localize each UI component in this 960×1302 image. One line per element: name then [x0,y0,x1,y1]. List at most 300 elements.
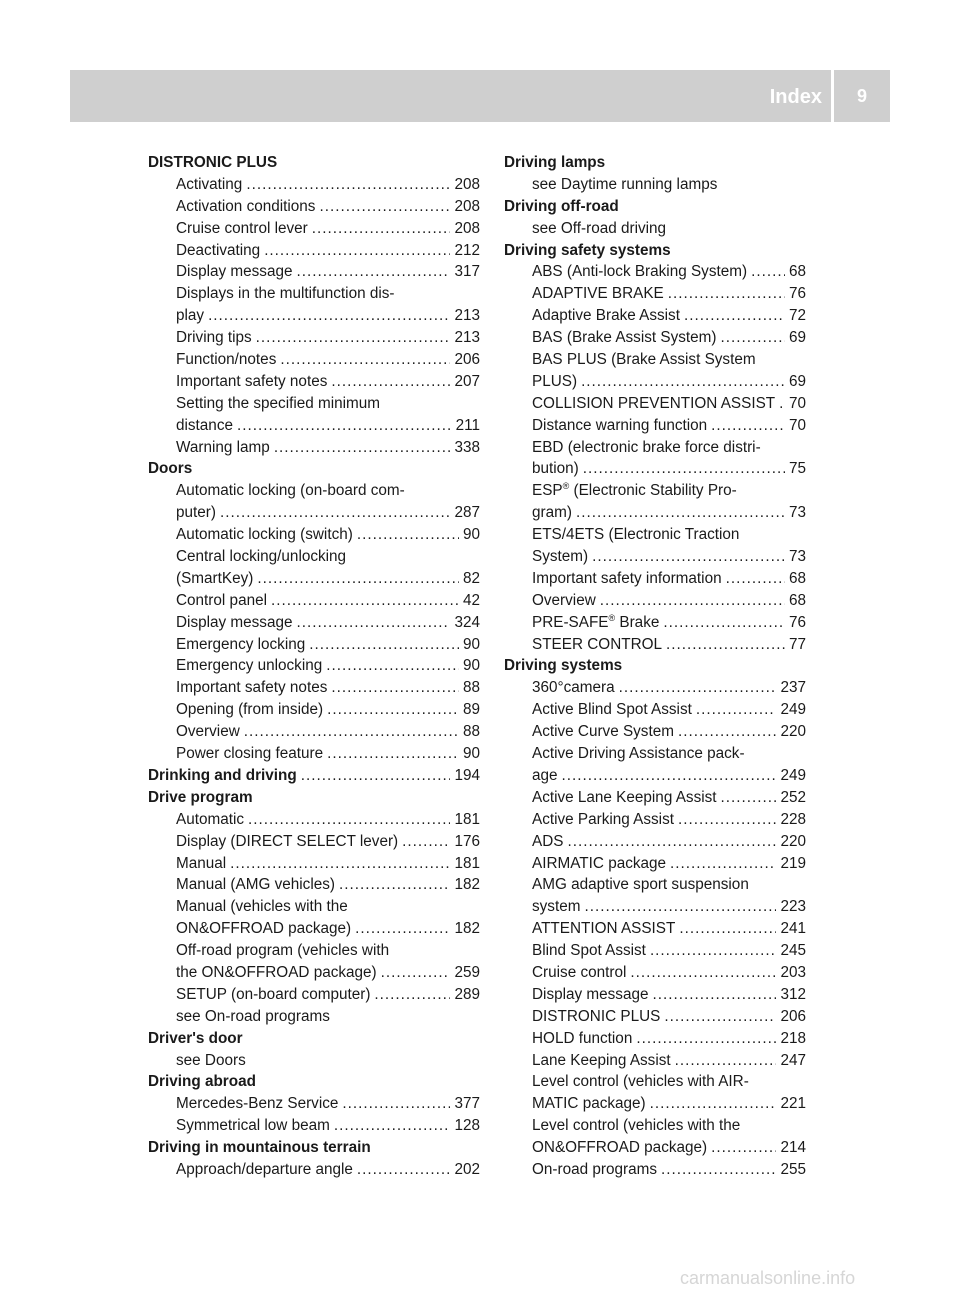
section-title: Index [769,86,822,108]
page-ref[interactable]: 69 [788,372,806,390]
index-entry[interactable] [148,874,480,896]
dot-leader [581,371,785,393]
entry-text: ADS [532,832,564,850]
page-ref[interactable]: 213 [454,307,480,325]
index-entry[interactable] [504,984,806,1006]
entry-line: EBD (electronic brake force distri- [532,438,761,456]
page-ref[interactable]: 68 [788,591,806,609]
index-entry[interactable] [504,1050,806,1072]
dot-leader [666,634,785,656]
entry-text: (Electronic Stability Pro- [569,482,737,500]
index-entry[interactable] [148,261,480,283]
index-entry[interactable] [504,1159,806,1181]
entry-text: Lane Keeping Assist [532,1051,671,1069]
page-ref[interactable]: 252 [780,788,806,806]
page-ref[interactable]: 68 [788,569,806,587]
index-heading: Drive program [148,788,253,806]
index-entry[interactable] [504,634,806,656]
index-heading: Driving off-road [504,197,619,215]
page-ref[interactable]: 73 [788,548,806,566]
entry-text: the ON&OFFROAD package) [176,963,377,981]
cross-reference[interactable]: see Daytime running lamps [532,175,718,193]
index-entry[interactable] [504,765,806,787]
entry-text: Cruise control [532,963,627,981]
entry-text: AIRMATIC package [532,854,667,872]
entry-text: puter) [176,504,216,522]
entry-text: Active Curve System [532,723,674,741]
dot-leader [331,677,459,699]
entry-text: DISTRONIC PLUS [532,1007,661,1025]
entry-text: Automatic [176,810,245,828]
dot-leader [650,940,777,962]
page-ref[interactable]: 259 [454,963,480,981]
entry-text: Power closing feature [176,745,324,763]
index-entry[interactable] [148,677,480,699]
index-entry[interactable] [148,437,480,459]
index-entry[interactable] [504,831,806,853]
entry-text: gram) [532,504,572,522]
index-entry[interactable] [148,568,480,590]
dot-leader [711,1137,776,1159]
entry-text: Active Parking Assist [532,810,674,828]
entry-text: HOLD function [532,1029,633,1047]
page-ref[interactable]: 88 [462,679,480,697]
entry-line: Automatic locking (on-board com- [176,482,405,500]
page-ref[interactable]: 338 [454,438,480,456]
entry-text: Activation conditions [176,197,316,215]
entry-text: COLLISION PREVENTION ASSIST [532,394,776,412]
entry-text: (SmartKey) [176,569,254,587]
entry-text: Mercedes-Benz Service [176,1095,339,1113]
index-heading: Driving safety systems [504,241,671,259]
entry-text: Function/notes [176,351,277,369]
page-ref[interactable]: 249 [780,701,806,719]
entry-text: SETUP (on-board computer) [176,985,371,1003]
index-entry[interactable] [148,634,480,656]
dot-leader [296,612,450,634]
entry-line: Central locking/unlocking [176,548,347,566]
page-ref[interactable]: 214 [780,1139,806,1157]
dot-leader [230,853,450,875]
index-entry[interactable] [148,612,480,634]
dot-leader [675,1050,777,1072]
page-ref[interactable]: 88 [462,723,480,741]
dot-leader [327,743,459,765]
index-entry[interactable] [148,415,480,437]
page-ref[interactable]: 324 [454,613,480,631]
page-ref[interactable]: 90 [462,745,480,763]
entry-text: Driving tips [176,329,252,347]
entry-text: Active Lane Keeping Assist [532,788,717,806]
index-entry[interactable] [148,240,480,262]
dot-leader [779,393,785,415]
registered-mark: ® [562,481,570,492]
page-ref[interactable]: 76 [788,285,806,303]
cross-reference[interactable]: see On-road programs [176,1007,330,1025]
index-heading: Driving in mountainous terrain [148,1139,371,1157]
entry-text: PLUS) [532,372,578,390]
index-entry[interactable] [148,371,480,393]
page-ref[interactable]: 42 [462,591,480,609]
entry-text: STEER CONTROL [532,635,663,653]
index-entry[interactable] [504,699,806,721]
index-column-left [148,152,480,1181]
index-entry[interactable] [504,283,806,305]
dot-leader [664,1006,776,1028]
index-entry[interactable] [504,415,806,437]
dot-leader [562,765,777,787]
page-ref[interactable]: 90 [462,526,480,544]
page-ref[interactable]: 218 [780,1029,806,1047]
page-ref[interactable]: 206 [454,351,480,369]
page-ref[interactable]: 228 [780,810,806,828]
index-entry[interactable] [148,1159,480,1181]
entry-text: play [176,307,205,325]
dot-leader [256,327,451,349]
entry-text: Symmetrical low beam [176,1117,330,1135]
index-entry[interactable] [148,765,480,787]
entry-text: Deactivating [176,241,261,259]
page-ref[interactable]: 213 [454,329,480,347]
dot-leader [264,240,450,262]
page-ref[interactable]: 219 [780,854,806,872]
index-heading: Driving abroad [148,1073,256,1091]
page-ref[interactable]: 287 [454,504,480,522]
index-entry[interactable] [504,787,806,809]
entry-line: AMG adaptive sport suspension [532,876,749,894]
entry-text: Overview [532,591,596,609]
page-ref[interactable]: 181 [454,854,480,872]
page-ref[interactable]: 90 [462,657,480,675]
page-ref[interactable]: 73 [788,504,806,522]
index-entry[interactable] [148,721,480,743]
entry-text: On-road programs [532,1160,657,1178]
index-entry[interactable] [148,809,480,831]
entry-text [532,612,659,634]
dot-leader [271,590,459,612]
dot-leader [751,261,785,283]
entry-text: age [532,766,558,784]
page-ref[interactable]: 212 [454,241,480,259]
entry-text: Active Blind Spot Assist [532,701,692,719]
page-ref[interactable]: 237 [780,679,806,697]
dot-leader [327,699,459,721]
dot-leader [342,1093,450,1115]
page-ref[interactable]: 289 [454,985,480,1003]
dot-leader [331,371,450,393]
entry-line: Active Driving Assistance pack- [532,745,745,763]
dot-leader [576,502,785,524]
index-entry[interactable] [504,1093,806,1115]
entry-text: Display message [532,985,649,1003]
page-ref[interactable]: 208 [454,219,480,237]
entry-text: Manual [176,854,227,872]
entry-text: Overview [176,723,240,741]
dot-leader [619,677,777,699]
index-heading: Doors [148,460,193,478]
dot-leader [208,305,450,327]
index-heading: Driving systems [504,657,623,675]
entry-text: MATIC package) [532,1095,646,1113]
index-entry[interactable] [148,853,480,875]
page-ref[interactable]: 202 [454,1160,480,1178]
page-ref[interactable]: 72 [788,307,806,325]
entry-text: Emergency locking [176,635,306,653]
index-entry[interactable] [148,349,480,371]
entry-text: Distance warning function [532,416,708,434]
cross-reference[interactable]: see Doors [176,1051,246,1069]
index-entry[interactable] [504,809,806,831]
index-entry[interactable] [504,1137,806,1159]
entry-text: Important safety notes [176,372,328,390]
page-ref[interactable]: 207 [454,372,480,390]
index-entry[interactable] [148,1115,480,1137]
dot-leader [696,699,777,721]
entry-text: Warning lamp [176,438,270,456]
entry-text: Activating [176,175,243,193]
page-ref[interactable]: 70 [788,416,806,434]
dot-leader [650,1093,777,1115]
dot-leader [402,831,450,853]
dot-leader [274,437,451,459]
dot-leader [280,349,450,371]
index-entry[interactable] [504,327,806,349]
entry-line: ETS/4ETS (Electronic Traction [532,526,740,544]
entry-text: Display (DIRECT SELECT lever) [176,832,399,850]
dot-leader [652,984,776,1006]
index-entry[interactable] [148,305,480,327]
dot-leader [592,546,785,568]
page-ref[interactable]: 220 [780,723,806,741]
index-entry[interactable] [504,568,806,590]
index-entry[interactable] [504,677,806,699]
page-ref[interactable]: 194 [454,766,480,784]
page-ref[interactable]: 221 [780,1095,806,1113]
index-entry[interactable] [148,918,480,940]
page-ref[interactable]: 247 [780,1051,806,1069]
entry-text: Manual (AMG vehicles) [176,876,335,894]
index-entry[interactable] [148,327,480,349]
page-ref[interactable]: 312 [780,985,806,1003]
entry-line: Off-road program (vehicles with [176,942,390,960]
entry-text: ADAPTIVE BRAKE [532,285,664,303]
dot-leader [309,634,459,656]
entry-text: Display message [176,613,293,631]
index-entry[interactable] [504,393,806,415]
index-entry[interactable] [504,940,806,962]
page-ref[interactable]: 70 [788,394,806,412]
index-entry[interactable] [504,1006,806,1028]
dot-leader [684,305,785,327]
dot-leader [312,218,451,240]
index-entry[interactable] [148,218,480,240]
entry-line: Level control (vehicles with AIR- [532,1073,749,1091]
index-entry[interactable] [504,261,806,283]
page-ref[interactable]: 76 [788,613,806,631]
registered-mark: ® [608,612,616,623]
entry-text: System) [532,548,589,566]
page-ref[interactable]: 68 [788,263,806,281]
index-entry[interactable] [148,502,480,524]
index-entry[interactable] [504,721,806,743]
index-entry[interactable] [504,502,806,524]
dot-leader [661,1159,776,1181]
entry-text-part: PRE-SAFE [532,613,609,631]
entry-text: Opening (from inside) [176,701,324,719]
index-entry[interactable] [148,196,480,218]
index-heading: Driving lamps [504,154,606,171]
page-ref[interactable]: 182 [454,920,480,938]
dot-leader [670,853,776,875]
dot-leader [334,1115,451,1137]
index-entry[interactable] [504,458,806,480]
page-ref[interactable]: 82 [462,569,480,587]
dot-leader [600,590,785,612]
dot-leader [257,568,459,590]
dot-leader [339,874,451,896]
index-entry[interactable] [504,590,806,612]
dot-leader [244,721,459,743]
dot-leader [381,962,451,984]
page-ref[interactable]: 128 [454,1117,480,1135]
page-ref[interactable]: 241 [780,920,806,938]
page-ref[interactable]: 203 [780,963,806,981]
index-entry[interactable] [148,590,480,612]
dot-leader [720,327,785,349]
entry-text: ON&OFFROAD package) [176,920,352,938]
page-ref[interactable]: 182 [454,876,480,894]
entry-text: system [532,898,581,916]
dot-leader [584,896,776,918]
index-entry[interactable] [148,984,480,1006]
dot-leader [357,1159,451,1181]
dot-leader [636,1028,776,1050]
page-number: 9 [856,86,867,106]
entry-text: Adaptive Brake Assist [532,307,680,325]
dot-leader [246,174,450,196]
entry-text: distance [176,416,233,434]
entry-line [504,480,806,502]
index-heading: Driver's door [148,1029,243,1047]
entry-text: Important safety information [532,569,722,587]
dot-leader [296,261,450,283]
page-ref[interactable]: 208 [454,197,480,215]
index-entry[interactable] [148,524,480,546]
dot-leader [220,502,451,524]
dot-leader [678,809,776,831]
dot-leader [319,196,450,218]
dot-leader [679,918,776,940]
page-ref[interactable]: 208 [454,175,480,193]
index-entry[interactable] [504,962,806,984]
entry-text: Emergency unlocking [176,657,323,675]
dot-leader [326,655,459,677]
index-entry[interactable] [504,546,806,568]
entry-line: Level control (vehicles with the [532,1117,741,1135]
page-ref[interactable]: 181 [454,810,480,828]
index-entry[interactable] [148,1093,480,1115]
entry-text: Control panel [176,591,267,609]
entry-line: Displays in the multifunction dis- [176,285,395,303]
entry-text: bution) [532,460,579,478]
page-ref[interactable]: 317 [454,263,480,281]
dot-leader [678,721,777,743]
page-ref[interactable]: 245 [780,942,806,960]
page-ref[interactable]: 89 [462,701,480,719]
dot-leader [711,415,785,437]
page-ref[interactable]: 77 [788,635,806,653]
index-column-right [504,152,806,1181]
entry-text: Blind Spot Assist [532,942,646,960]
page-ref[interactable]: 249 [780,766,806,784]
entry-text: Drinking and driving [148,766,297,784]
entry-text: ESP [532,482,563,500]
page-ref[interactable]: 220 [780,832,806,850]
page-ref[interactable]: 223 [780,898,806,916]
dot-leader [721,787,777,809]
entry-text: BAS (Brake Assist System) [532,329,717,347]
index-entry[interactable] [148,743,480,765]
index-heading: DISTRONIC PLUS [148,154,278,171]
entry-line: Setting the specified minimum [176,394,381,412]
index-entry[interactable] [148,699,480,721]
dot-leader [630,962,776,984]
page-ref[interactable]: 90 [462,635,480,653]
index-entry[interactable] [504,918,806,940]
entry-text: Display message [176,263,293,281]
page-ref[interactable]: 377 [454,1095,480,1113]
watermark: carmanualsonline.info [680,1268,856,1288]
entry-text-part: Brake [615,613,660,631]
index-entry[interactable] [504,853,806,875]
dot-leader [357,524,459,546]
entry-line: Manual (vehicles with the [176,898,348,916]
dot-leader [668,283,785,305]
index-entry[interactable] [504,1028,806,1050]
entry-text: Cruise control lever [176,219,308,237]
dot-leader [726,568,785,590]
page-ref[interactable]: 176 [454,832,480,850]
dot-leader [567,831,776,853]
index-entry[interactable] [504,371,806,393]
index-entry[interactable] [148,831,480,853]
index-entry[interactable] [148,962,480,984]
page-ref[interactable]: 75 [788,460,806,478]
dot-leader [583,458,785,480]
entry-text: ABS (Anti-lock Braking System) [532,263,748,281]
dot-leader [663,612,785,634]
page-ref[interactable]: 211 [455,416,480,434]
dot-leader [237,415,452,437]
index-entry[interactable] [148,655,480,677]
entry-text: Automatic locking (switch) [176,526,353,544]
index-entry[interactable] [504,612,806,634]
page-ref[interactable]: 255 [780,1160,806,1178]
entry-line: BAS PLUS (Brake Assist System [532,351,756,369]
page-ref[interactable]: 69 [788,329,806,347]
cross-reference[interactable]: see Off-road driving [532,219,667,237]
entry-text: ATTENTION ASSIST [532,920,676,938]
entry-text: Approach/departure angle [176,1160,353,1178]
dot-leader [248,809,450,831]
index-entry[interactable] [504,896,806,918]
page-ref[interactable]: 206 [780,1007,806,1025]
index-entry[interactable] [504,305,806,327]
index-entry[interactable] [148,174,480,196]
entry-text: ON&OFFROAD package) [532,1139,708,1157]
dot-leader [374,984,450,1006]
entry-text: Important safety notes [176,679,328,697]
